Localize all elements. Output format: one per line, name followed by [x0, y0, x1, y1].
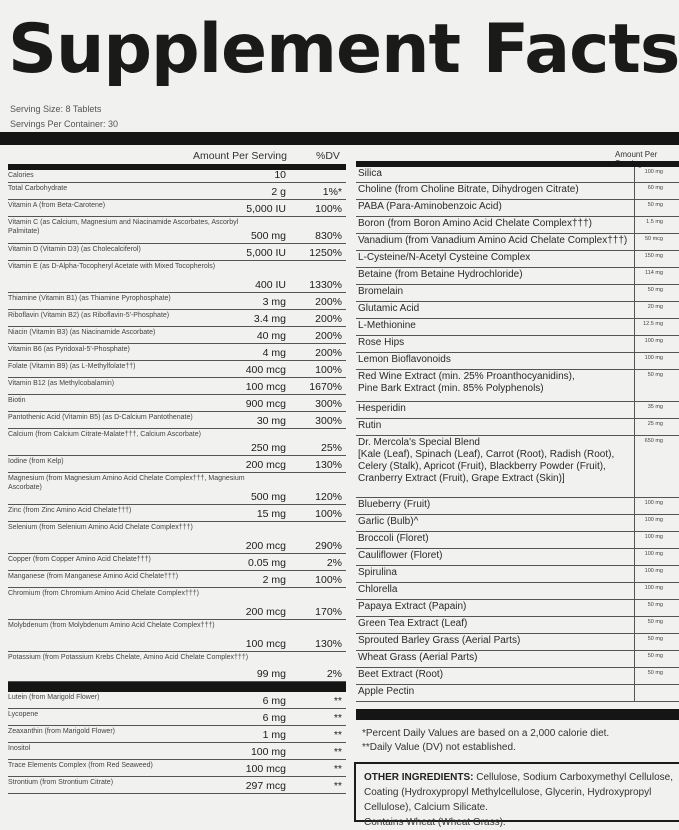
column-rule: [634, 402, 635, 418]
nutrient-daily-value: 100%: [315, 508, 342, 520]
column-rule: [634, 419, 635, 435]
nutrient-row: [8, 412, 346, 429]
nutrient-name: Lycopene: [8, 711, 39, 718]
ingredient-amount: 12.5 mg: [643, 321, 663, 327]
nutrient-amount: 15 mg: [256, 508, 286, 520]
ingredient-amount: 50 mg: [647, 653, 663, 659]
ingredient-row: [356, 419, 679, 436]
nutrient-name: Zinc (from Zinc Amino Acid Chelate†††): [8, 507, 132, 514]
ingredient-amount: 50 mg: [647, 602, 663, 608]
column-rule: [634, 668, 635, 684]
column-rule: [634, 617, 635, 633]
nutrient-amount: 500 mg: [250, 491, 286, 503]
column-rule: [634, 498, 635, 514]
nutrient-daily-value: 1%*: [322, 186, 342, 198]
nutrient-daily-value: 170%: [315, 606, 342, 618]
nutrient-daily-value: 2%: [326, 557, 342, 569]
nutrient-daily-value: 100%: [315, 203, 342, 215]
nutrient-daily-value: 130%: [315, 459, 342, 471]
footnote-percent-dv: *Percent Daily Values are based on a 2,000 calorie diet.: [362, 728, 610, 739]
section-divider: [8, 682, 346, 692]
nutrient-amount: 1 mg: [262, 729, 286, 741]
nutrient-daily-value: 120%: [315, 491, 342, 503]
ingredient-amount: 50 mcg: [644, 236, 663, 242]
nutrient-amount: 250 mg: [250, 442, 286, 454]
ingredient-row: [356, 685, 679, 702]
ingredient-row: [356, 268, 679, 285]
nutrient-name: Vitamin A (from Beta-Carotene): [8, 202, 106, 209]
ingredient-amount: 114 mg: [645, 270, 663, 276]
nutrient-daily-value: 100%: [315, 574, 342, 586]
ingredient-name: Garlic (Bulb)^: [358, 516, 419, 527]
nutrient-daily-value: 1250%: [309, 247, 342, 259]
column-rule: [634, 302, 635, 318]
nutrient-name: Vitamin E (as D-Alpha-Tocopheryl Acetate with Mixed Tocopherols): [8, 263, 216, 270]
ingredient-row: [356, 285, 679, 302]
ingredient-name: Rose Hips: [358, 337, 405, 348]
ingredient-row: [356, 549, 679, 566]
nutrient-name: Iodine (from Kelp): [8, 458, 64, 465]
nutrient-row: [8, 505, 346, 522]
nutrient-row: [8, 522, 346, 554]
ingredient-name: Beet Extract (Root): [358, 669, 444, 680]
nutrient-daily-value: 300%: [315, 398, 342, 410]
ingredient-name: Dr. Mercola's Special Blend [Kale (Leaf), Spinach (Leaf), Carrot (Root), Radish (Root), Celery (Stalk), Apricot (Fruit), Blackberry Powder (Fruit), Cranberry Extract (Fruit), Grape Extract (Skin)]: [358, 437, 615, 484]
nutrient-row: [8, 261, 346, 293]
column-rule: [634, 336, 635, 352]
nutrient-daily-value: 290%: [315, 540, 342, 552]
nutrient-daily-value: 100%: [315, 364, 342, 376]
right-bottom-divider: [356, 709, 679, 720]
ingredient-amount: 35 mg: [647, 404, 663, 410]
ingredient-amount: 100 mg: [644, 500, 663, 506]
column-rule: [634, 268, 635, 284]
other-ingredients-text: Cellulose, Sodium Carboxymethyl Cellulose, Coating (Hydroxypropyl Methylcellulose, Glycerin, Hydroxypropyl Cellulose), Calcium Silicate.: [364, 772, 673, 813]
ingredient-row: [356, 617, 679, 634]
nutrient-name: Biotin: [8, 397, 26, 404]
ingredient-amount: 50 mg: [647, 372, 663, 378]
ingredient-row: [356, 668, 679, 685]
column-rule: [634, 549, 635, 565]
nutrient-amount: 100 mcg: [245, 638, 286, 650]
ingredient-row: [356, 600, 679, 617]
nutrient-row: [8, 743, 346, 760]
ingredient-name: Glutamic Acid: [358, 303, 420, 314]
nutrient-amount: 400 mcg: [245, 364, 286, 376]
nutrient-name: Magnesium (from Magnesium Amino Acid Chelate Complex†††, Magnesium Ascorbate): [8, 475, 245, 491]
nutrient-amount: 400 IU: [255, 279, 286, 291]
thick-divider: [0, 132, 679, 145]
column-rule: [634, 685, 635, 701]
column-rule: [634, 651, 635, 667]
nutrient-name: Lutein (from Marigold Flower): [8, 694, 100, 701]
ingredient-row: [356, 251, 679, 268]
nutrient-name: Riboflavin (Vitamin B2) (as Riboflavin-5'-Phosphate): [8, 312, 170, 319]
column-rule: [634, 251, 635, 267]
nutrient-amount: 5,000 IU: [246, 247, 286, 259]
nutrient-name: Niacin (Vitamin B3) (as Niacinamide Ascorbate): [8, 329, 156, 336]
nutrient-name: Total Carbohydrate: [8, 185, 68, 192]
ingredient-row: [356, 583, 679, 600]
ingredient-name: L-Cysteine/N-Acetyl Cysteine Complex: [358, 252, 531, 263]
nutrient-row: [8, 726, 346, 743]
ingredient-name: Silica: [358, 168, 382, 179]
left-col-dv-header: %DV: [316, 150, 340, 162]
column-rule: [634, 600, 635, 616]
nutrient-daily-value: 200%: [315, 313, 342, 325]
ingredient-row: [356, 167, 679, 183]
servings-per-container: Servings Per Container: 30: [10, 119, 119, 129]
ingredient-row: [356, 402, 679, 419]
ingredient-name: Chlorella: [358, 584, 398, 595]
ingredient-amount: 650 mg: [644, 438, 663, 444]
ingredient-amount: 100 mg: [644, 338, 663, 344]
nutrient-row: [8, 293, 346, 310]
ingredient-name: Bromelain: [358, 286, 404, 297]
nutrient-amount: 3.4 mg: [253, 313, 286, 325]
nutrient-row: [8, 777, 346, 794]
ingredient-amount: 1.5 mg: [646, 219, 663, 225]
nutrient-row: [8, 588, 346, 620]
ingredient-amount: 50 mg: [647, 619, 663, 625]
ingredient-row: [356, 353, 679, 370]
nutrient-name: Thiamine (Vitamin B1) (as Thiamine Pyrophosphate): [8, 295, 171, 302]
ingredient-amount: 50 mg: [647, 670, 663, 676]
ingredient-amount: 50 mg: [647, 202, 663, 208]
right-col-amount-header: Amount Per: [615, 150, 658, 159]
ingredient-amount: 60 mg: [647, 185, 663, 191]
column-rule: [634, 566, 635, 582]
other-ingredients-label: OTHER INGREDIENTS:: [364, 772, 474, 783]
nutrient-amount: 200 mcg: [245, 459, 286, 471]
nutrient-row: [8, 200, 346, 217]
column-rule: [634, 532, 635, 548]
nutrient-name: Folate (Vitamin B9) (as L-Methylfolate††): [8, 363, 136, 370]
nutrient-name: Calories: [8, 172, 34, 179]
nutrient-amount: 2 g: [271, 186, 286, 198]
nutrient-amount: 5,000 IU: [246, 203, 286, 215]
ingredient-row: [356, 370, 679, 402]
ingredient-name: Blueberry (Fruit): [358, 499, 431, 510]
nutrient-name: Zeaxanthin (from Marigold Flower): [8, 728, 115, 735]
ingredient-name: Rutin: [358, 420, 382, 431]
nutrient-row: [8, 310, 346, 327]
column-rule: [634, 234, 635, 250]
serving-size: Serving Size: 8 Tablets: [10, 104, 102, 114]
ingredient-name: Choline (from Choline Bitrate, Dihydrogen Citrate): [358, 184, 579, 195]
nutrient-amount: 6 mg: [262, 695, 286, 707]
allergen-statement: Contains Wheat (Wheat Grass).: [364, 817, 506, 828]
ingredient-name: Lemon Bioflavonoids: [358, 354, 451, 365]
nutrient-row: [8, 429, 346, 456]
nutrient-daily-value: **: [333, 712, 342, 724]
ingredient-amount: 100 mg: [644, 517, 663, 523]
ingredient-name: Green Tea Extract (Leaf): [358, 618, 468, 629]
column-rule: [634, 285, 635, 301]
nutrient-row: [8, 378, 346, 395]
nutrient-name: Selenium (from Selenium Amino Acid Chelate Complex†††): [8, 524, 193, 531]
nutrient-row: [8, 170, 346, 183]
ingredient-name: Broccoli (Floret): [358, 533, 429, 544]
column-rule: [634, 515, 635, 531]
nutrient-name: Copper (from Copper Amino Acid Chelate†††): [8, 556, 151, 563]
ingredient-amount: 100 mg: [644, 169, 663, 175]
nutrient-name: Calcium (from Calcium Citrate-Malate†††, Calcium Ascorbate): [8, 431, 201, 438]
ingredient-name: Sprouted Barley Grass (Aerial Parts): [358, 635, 521, 646]
ingredient-row: [356, 183, 679, 200]
left-nutrient-table: [8, 170, 346, 794]
nutrient-name: Trace Elements Complex (from Red Seaweed): [8, 762, 153, 769]
nutrient-amount: 2 mg: [262, 574, 286, 586]
nutrient-amount: 0.05 mg: [248, 557, 286, 569]
nutrient-row: [8, 473, 346, 505]
nutrient-amount: 4 mg: [262, 347, 286, 359]
column-rule: [634, 200, 635, 216]
ingredient-row: [356, 515, 679, 532]
nutrient-name: Vitamin C (as Calcium, Magnesium and Niacinamide Ascorbates, Ascorbyl Palmitate): [8, 219, 239, 235]
ingredient-amount: 100 mg: [644, 568, 663, 574]
ingredient-amount: 100 mg: [644, 534, 663, 540]
ingredient-amount: 50 mg: [647, 287, 663, 293]
nutrient-amount: 30 mg: [256, 415, 286, 427]
nutrient-daily-value: **: [333, 695, 342, 707]
nutrient-row: [8, 692, 346, 709]
nutrient-daily-value: 130%: [315, 638, 342, 650]
ingredient-name: Wheat Grass (Aerial Parts): [358, 652, 478, 663]
nutrient-row: [8, 554, 346, 571]
ingredient-name: Red Wine Extract (min. 25% Proanthocyanidins), Pine Bark Extract (min. 85% Polyphenols): [358, 371, 575, 394]
ingredient-name: Papaya Extract (Papain): [358, 601, 467, 612]
ingredient-amount: 150 mg: [644, 253, 663, 259]
nutrient-name: Vitamin B6 (as Pyridoxal-5'-Phosphate): [8, 346, 130, 353]
nutrient-row: [8, 571, 346, 588]
nutrient-row: [8, 344, 346, 361]
nutrient-name: Inositol: [8, 745, 31, 752]
nutrient-daily-value: 1670%: [309, 381, 342, 393]
column-rule: [634, 436, 635, 497]
ingredient-amount: 25 mg: [647, 421, 663, 427]
nutrient-daily-value: 200%: [315, 296, 342, 308]
column-rule: [634, 217, 635, 233]
ingredient-name: Apple Pectin: [358, 686, 415, 697]
nutrient-name: Strontium (from Strontium Citrate): [8, 779, 114, 786]
ingredient-name: L-Methionine: [358, 320, 416, 331]
nutrient-amount: 100 mcg: [245, 763, 286, 775]
nutrient-name: Manganese (from Manganese Amino Acid Chelate†††): [8, 573, 179, 580]
nutrient-amount: 3 mg: [262, 296, 286, 308]
ingredient-name: Boron (from Boron Amino Acid Chelate Complex†††): [358, 218, 593, 229]
ingredient-row: [356, 651, 679, 668]
column-rule: [634, 319, 635, 335]
column-rule: [634, 634, 635, 650]
ingredient-row: [356, 566, 679, 583]
nutrient-daily-value: 1330%: [309, 279, 342, 291]
ingredient-row: [356, 436, 679, 498]
nutrient-amount: 6 mg: [262, 712, 286, 724]
nutrient-amount: 297 mcg: [245, 780, 286, 792]
right-nutrient-table: [356, 167, 679, 702]
ingredient-amount: 50 mg: [647, 636, 663, 642]
column-rule: [634, 583, 635, 599]
ingredient-row: [356, 302, 679, 319]
ingredient-name: Betaine (from Betaine Hydrochloride): [358, 269, 523, 280]
ingredient-name: Cauliflower (Floret): [358, 550, 443, 561]
left-col-amount-header: Amount Per Serving: [193, 150, 287, 162]
ingredient-name: Hesperidin: [358, 403, 406, 414]
nutrient-amount: 900 mcg: [245, 398, 286, 410]
ingredient-amount: 100 mg: [644, 355, 663, 361]
nutrient-daily-value: 200%: [315, 347, 342, 359]
nutrient-row: [8, 652, 346, 682]
nutrient-amount: 99 mg: [256, 668, 286, 680]
nutrient-row: [8, 244, 346, 261]
column-rule: [634, 353, 635, 369]
nutrient-amount: 100 mg: [250, 746, 286, 758]
nutrient-daily-value: **: [333, 763, 342, 775]
ingredient-row: [356, 634, 679, 651]
column-rule: [634, 167, 635, 182]
nutrient-row: [8, 456, 346, 473]
nutrient-row: [8, 327, 346, 344]
ingredient-amount: 100 mg: [644, 585, 663, 591]
nutrient-row: [8, 361, 346, 378]
ingredient-name: Spirulina: [358, 567, 397, 578]
nutrient-name: Vitamin D (Vitamin D3) (as Cholecalciferol): [8, 246, 141, 253]
ingredient-row: [356, 319, 679, 336]
nutrient-amount: 200 mcg: [245, 540, 286, 552]
footnote-dv-not-established: **Daily Value (DV) not established.: [362, 742, 516, 753]
ingredient-row: [356, 217, 679, 234]
nutrient-daily-value: 300%: [315, 415, 342, 427]
nutrient-amount: 10: [274, 169, 286, 181]
nutrient-row: [8, 395, 346, 412]
nutrient-row: [8, 709, 346, 726]
nutrient-daily-value: **: [333, 746, 342, 758]
nutrient-amount: 100 mcg: [245, 381, 286, 393]
nutrient-name: Chromium (from Chromium Amino Acid Chelate Complex†††): [8, 590, 200, 597]
ingredient-row: [356, 336, 679, 353]
nutrient-daily-value: 2%: [326, 668, 342, 680]
nutrient-name: Pantothenic Acid (Vitamin B5) (as D-Calcium Pantothenate): [8, 414, 193, 421]
ingredient-row: [356, 498, 679, 515]
other-ingredients-box: [354, 762, 679, 828]
ingredient-amount: 100 mg: [644, 551, 663, 557]
column-rule: [634, 183, 635, 199]
nutrient-daily-value: 200%: [315, 330, 342, 342]
ingredient-amount: 20 mg: [647, 304, 663, 310]
nutrient-name: Vitamin B12 (as Methylcobalamin): [8, 380, 115, 387]
panel-title: Supplement Facts: [8, 10, 679, 89]
nutrient-daily-value: 830%: [315, 230, 342, 242]
nutrient-name: Molybdenum (from Molybdenum Amino Acid Chelate Complex†††): [8, 622, 215, 629]
nutrient-name: Potassium (from Potassium Krebs Chelate, Amino Acid Chelate Complex†††): [8, 654, 249, 661]
nutrient-daily-value: **: [333, 780, 342, 792]
ingredient-name: Vanadium (from Vanadium Amino Acid Chelate Complex†††): [358, 235, 628, 246]
nutrient-amount: 200 mcg: [245, 606, 286, 618]
nutrient-amount: 40 mg: [256, 330, 286, 342]
column-rule: [634, 370, 635, 401]
ingredient-row: [356, 532, 679, 549]
ingredient-row: [356, 200, 679, 217]
nutrient-amount: 500 mg: [250, 230, 286, 242]
nutrient-row: [8, 183, 346, 200]
nutrient-row: [8, 620, 346, 652]
ingredient-row: [356, 234, 679, 251]
nutrient-daily-value: **: [333, 729, 342, 741]
ingredient-name: PABA (Para-Aminobenzoic Acid): [358, 201, 502, 212]
nutrient-daily-value: 25%: [320, 442, 342, 454]
nutrient-row: [8, 760, 346, 777]
nutrient-row: [8, 217, 346, 244]
